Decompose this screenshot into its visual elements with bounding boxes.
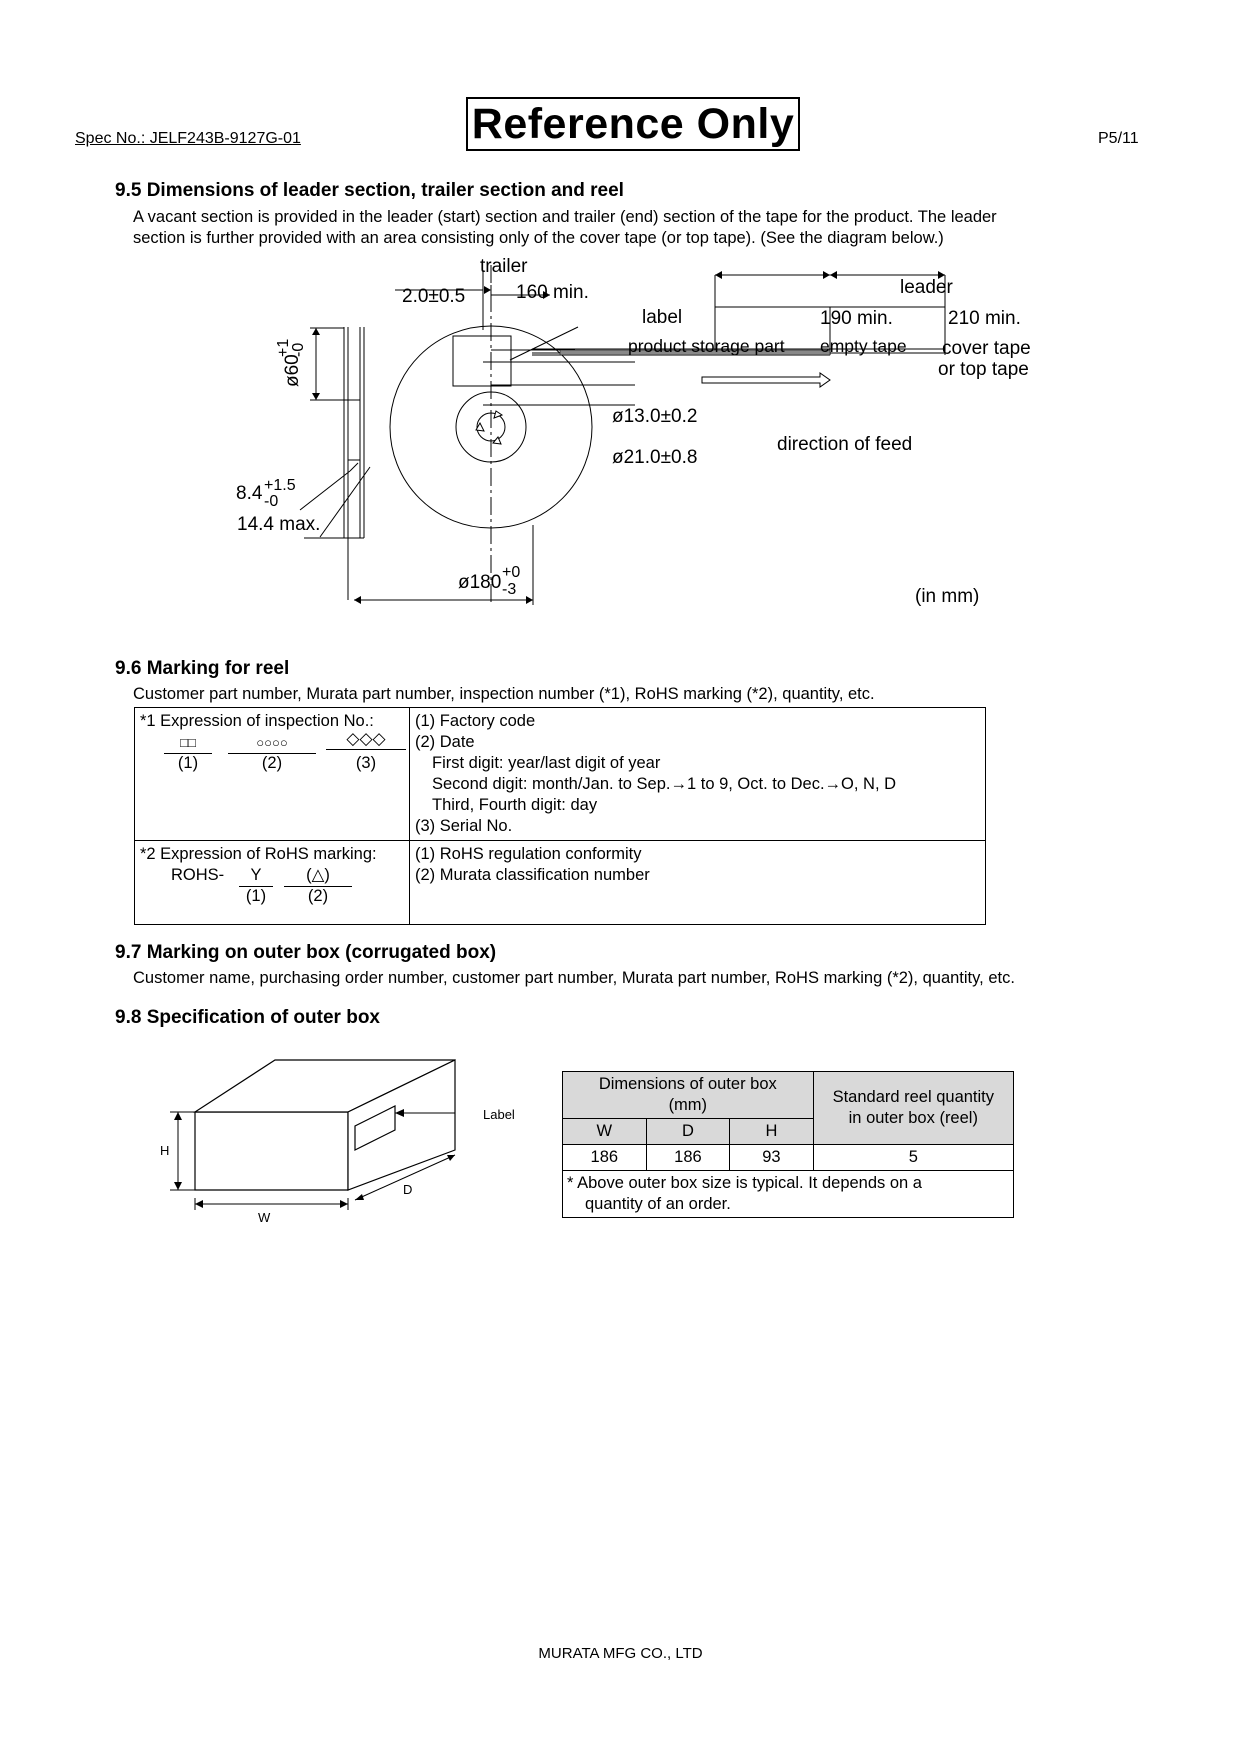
cover-tape-label-1: cover tape — [942, 338, 1031, 359]
hub-60-tol-down: -0 — [290, 342, 307, 357]
trailer-label: trailer — [480, 256, 528, 277]
description-line: (1) RoHS regulation conformity — [415, 845, 642, 863]
col-w-header: W — [563, 1119, 647, 1145]
section-9-5-text-line2: section is further provided with an area consisting only of the cover tape (or top tape). (See the diagram below.) — [133, 229, 944, 247]
factory-code-symbol: □□ — [164, 732, 212, 754]
footer-company: MURATA MFG CO., LTD — [538, 1645, 703, 1662]
cover-tape-label-2: or top tape — [938, 359, 1029, 380]
reel-quantity-header — [813, 1072, 1013, 1145]
outer-box-diagram — [150, 1050, 540, 1230]
reel-marking-table — [134, 707, 986, 925]
col-h-header: H — [730, 1119, 813, 1145]
rohs-symbols — [140, 865, 404, 909]
value-h: 93 — [730, 1145, 813, 1171]
rohs-prefix: ROHS- — [171, 866, 225, 884]
label-callout: label — [642, 307, 683, 328]
description-line: Second digit: month/Jan. to Sep.→1 to 9, Oct. to Dec.→O, N, D — [432, 775, 897, 793]
reel-dimension-diagram — [180, 255, 1080, 625]
description-line: Third, Fourth digit: day — [432, 796, 598, 814]
rohs-heading: *2 Expression of RoHS marking: — [140, 845, 377, 863]
marker-2: (2) — [307, 887, 329, 905]
reel-quantity-header-text-2: in outer box (reel) — [848, 1109, 978, 1127]
table-row — [135, 841, 986, 925]
table-row — [563, 1171, 1014, 1218]
description-line: (1) Factory code — [415, 712, 536, 730]
value-d: 186 — [646, 1145, 730, 1171]
marker-1: (1) — [245, 887, 267, 905]
rohs-y-symbol: Y — [239, 865, 273, 887]
leader-label: leader — [900, 277, 953, 298]
value-reel-quantity: 5 — [813, 1145, 1013, 1171]
page-number: P5/11 — [1098, 130, 1139, 147]
note-line-2: quantity of an order. — [585, 1195, 731, 1213]
note-line-1: * Above outer box size is typical. It depends on a — [567, 1174, 922, 1192]
rohs-class-symbol: (△) — [284, 865, 352, 887]
hub-diameter: ø13.0±0.2 — [612, 406, 698, 427]
inspection-no-heading: *1 Expression of inspection No.: — [140, 712, 374, 730]
table-row — [135, 708, 986, 841]
flange-diameter: ø21.0±0.8 — [612, 447, 698, 468]
reel-180-tol-down: -3 — [502, 581, 517, 598]
dimensions-header — [563, 1072, 814, 1119]
section-9-7-title: 9.7 Marking on outer box (corrugated box) — [115, 942, 497, 963]
table-row — [563, 1072, 1014, 1119]
serial-symbol: ◇◇◇ — [326, 728, 406, 750]
box-size-note — [563, 1171, 1014, 1218]
direction-of-feed: direction of feed — [777, 434, 913, 455]
hub-60-diameter: ø60 — [282, 354, 303, 387]
description-line: (2) Date — [415, 733, 475, 751]
reel-180-diameter: ø180 — [458, 572, 502, 593]
box-height-label: H — [160, 1143, 170, 1158]
width-8-4: 8.4 — [236, 483, 263, 504]
section-9-5-text-line1: A vacant section is provided in the leader (start) section and trailer (end) section of the tape for the product. The leader — [133, 208, 997, 226]
dimensions-header-text: Dimensions of outer box — [598, 1075, 777, 1093]
reference-only-stamp: Reference Only — [466, 97, 800, 151]
rohs-cell — [135, 841, 410, 925]
empty-tape-label: empty tape — [820, 336, 907, 356]
section-9-5-title: 9.5 Dimensions of leader section, trailer section and reel — [115, 180, 624, 201]
gap-dimension: 2.0±0.5 — [402, 286, 466, 307]
reel-quantity-header-text-1: Standard reel quantity — [832, 1088, 995, 1106]
section-9-6-title: 9.6 Marking for reel — [115, 658, 290, 679]
section-9-6-text: Customer part number, Murata part number, inspection number (*1), RoHS marking (*2), quantity, etc. — [133, 685, 875, 703]
reel-180-tol-up: +0 — [502, 564, 521, 581]
box-depth-label: D — [403, 1182, 413, 1197]
cover-tape-length: 210 min. — [948, 308, 1021, 329]
outer-box-spec-table — [562, 1071, 1014, 1218]
unit-note: (in mm) — [915, 586, 980, 607]
section-9-7-text: Customer name, purchasing order number, customer part number, Murata part number, RoHS marking (*2), quantity, etc. — [133, 969, 1015, 987]
width-8-4-tol-down: -0 — [264, 493, 279, 510]
value-w: 186 — [563, 1145, 647, 1171]
width-14-4: 14.4 max. — [237, 514, 321, 535]
inspection-no-cell — [135, 708, 410, 841]
empty-tape-length: 190 min. — [820, 308, 893, 329]
box-label-callout: Label — [483, 1107, 515, 1122]
marker-2: (2) — [261, 754, 283, 772]
description-line: (2) Murata classification number — [415, 866, 650, 884]
spec-number: Spec No.: JELF243B-9127G-01 — [75, 130, 301, 147]
inspection-no-symbols — [140, 729, 404, 776]
inspection-no-description — [410, 708, 986, 841]
description-line: First digit: year/last digit of year — [432, 754, 661, 772]
trailer-length: 160 min. — [516, 282, 589, 303]
date-symbol: ○○○○ — [228, 732, 316, 754]
section-9-8-title: 9.8 Specification of outer box — [115, 1007, 380, 1028]
hub-60-tol-up: +1 — [275, 338, 292, 357]
marker-1: (1) — [177, 754, 199, 772]
col-d-header: D — [646, 1119, 730, 1145]
box-width-label: W — [258, 1210, 271, 1225]
rohs-description — [410, 841, 986, 925]
product-storage-label: product storage part — [628, 336, 785, 356]
description-line: (3) Serial No. — [415, 817, 513, 835]
marker-3: (3) — [355, 754, 377, 772]
width-8-4-tol-up: +1.5 — [264, 477, 296, 494]
dimensions-unit-text: (mm) — [668, 1096, 708, 1114]
table-row — [563, 1145, 1014, 1171]
